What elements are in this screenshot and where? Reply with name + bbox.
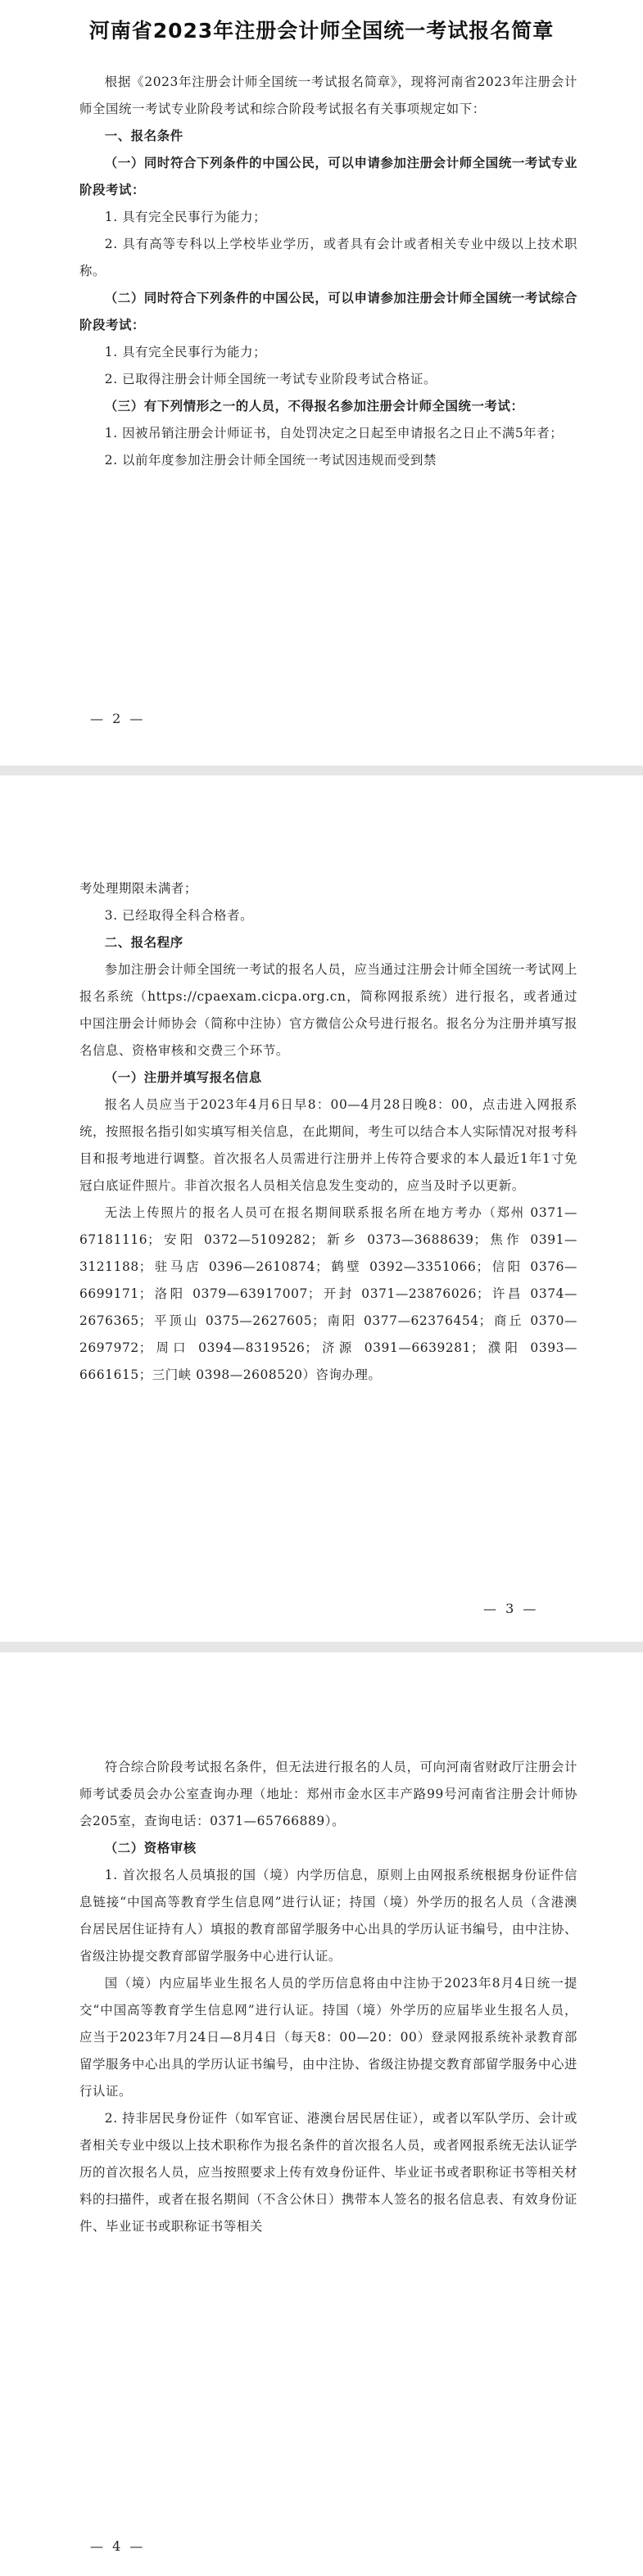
document-title: 河南省2023年注册会计师全国统一考试报名简章: [88, 19, 555, 43]
registration-paragraph: 报名人员应当于2023年4月6日早8：00—4月28日晚8：00，点击进入网报系统，按照报名指引如实填写相关信息，在此期间，考生可以结合本人实际情况对报考科目和报考地进行调整。首次报名人员需进行注册并上传符合要求的本人最近1年1寸免冠白底证件照片。非首次报名人员相关信息发生变动的，应当及时予以更新。: [79, 1097, 577, 1193]
contact-paragraph: 无法上传照片的报名人员可在报名期间联系报名所在地方考办（郑州 0371—67181116；安阳 0372—5109282；新乡 0373—3688639；焦作 0391—3121188；驻马店 0396—2610874；鹤壁 0392—3351066；信阳 0376—6699171；洛阳 0379—63917007；开封 0371—23876026；许昌 0374—2676365；平顶山 0375—2627605；南阳 0377—62376454；商丘 0370—2697972；周口 0394—8319526；济源 0391—6639281；濮阳 0393—6661615；三门峡 0398—2608520）咨询办理。: [79, 1205, 577, 1382]
subsection-heading-professional-stage: （一）同时符合下列条件的中国公民，可以申请参加注册会计师全国统一考试专业阶段考试：: [79, 156, 577, 197]
section-heading-procedure: 二、报名程序: [104, 935, 183, 950]
inquiry-paragraph: 符合综合阶段考试报名条件，但无法进行报名的人员，可向河南省财政厅注册会计师考试委员会办公室查询办理（地址：郑州市金水区丰产路99号河南省注册会计师协会205室，查询电话：0371—65766889）。: [79, 1760, 577, 1828]
page-1-body: [0, 69, 643, 474]
list-item: 1. 因被吊销注册会计师证书，自处罚决定之日起至申请报名之日止不满5年者；: [104, 426, 564, 441]
subsection-heading-comprehensive-stage: （二）同时符合下列条件的中国公民，可以申请参加注册会计师全国统一考试综合阶段考试：: [79, 291, 577, 332]
procedure-paragraph: 参加注册会计师全国统一考试的报名人员，应当通过注册会计师全国统一考试网上报名系统（https://cpaexam.cicpa.org.cn，简称网报系统）进行报名，或者通过中国注册会计师协会（简称中注协）官方微信公众号进行报名。报名分为注册并填写报名信息、资格审核和交费三个环节。: [79, 962, 577, 1058]
subsection-heading-qualification-review: （二）资格审核: [104, 1841, 197, 1855]
page-3-body: [0, 1754, 643, 2240]
list-item: 1. 具有完全民事行为能力；: [104, 210, 267, 224]
list-item: 2. 以前年度参加注册会计师全国统一考试因违规而受到禁: [104, 453, 437, 468]
review-paragraph: 1. 首次报名人员填报的国（境）内学历信息，原则上由网报系统根据身份证件信息链接“中国高等教育学生信息网”进行认证；持国（境）外学历的报名人员（含港澳台居民居住证持有人）填报的教育部留学服务中心出具的学历认证书编号，由中注协、省级注协提交教育部留学服务中心进行认证。: [79, 1868, 577, 1964]
section-heading-eligibility: 一、报名条件: [104, 129, 183, 143]
subsection-heading-registration: （一）注册并填写报名信息: [104, 1070, 262, 1085]
continued-paragraph: 考处理期限未满者；: [79, 881, 197, 896]
list-item: 2. 已取得注册会计师全国统一考试专业阶段考试合格证。: [104, 372, 437, 386]
list-item: 3. 已经取得全科合格者。: [104, 908, 254, 923]
list-item: 2. 具有高等专科以上学校毕业学历，或者具有会计或者相关专业中级以上技术职称。: [79, 237, 577, 278]
page-number: — 3 —: [483, 1601, 539, 1616]
review-paragraph: 国（境）内应届毕业生报名人员的学历信息将由中注协于2023年8月4日统一提交“中国高等教育学生信息网”进行认证。持国（境）外学历的应届毕业生报名人员，应当于2023年7月24日—8月4日（每天8：00—20：00）登录网报系统补录教育部留学服务中心出具的学历认证书编号，由中注协、省级注协提交教育部留学服务中心进行认证。: [79, 1976, 577, 2099]
document-page-2: [0, 775, 643, 1642]
page-2-body: [0, 875, 643, 1389]
page-number: — 4 —: [90, 2538, 146, 2554]
review-paragraph: 2. 持非居民身份证件（如军官证、港澳台居民居住证），或者以军队学历、会计或者相关专业中级以上技术职称作为报名条件的首次报名人员，或者网报系统无法认证学历的首次报名人员，应当按照要求上传有效身份证件、毕业证书或者职称证书等相关材料的扫描件，或者在报名期间（不含公休日）携带本人签名的报名信息表、有效身份证件、毕业证书或职称证书等相关: [79, 2111, 577, 2234]
list-item: 1. 具有完全民事行为能力；: [104, 345, 267, 359]
intro-paragraph: 根据《2023年注册会计师全国统一考试报名简章》，现将河南省2023年注册会计师全国统一考试专业阶段考试和综合阶段考试报名有关事项规定如下：: [79, 75, 577, 116]
document-page-3: [0, 1652, 643, 2576]
page-number: — 2 —: [90, 711, 146, 726]
subsection-heading-disqualification: （三）有下列情形之一的人员，不得报名参加注册会计师全国统一考试：: [104, 399, 524, 414]
document-page-1: [0, 0, 643, 766]
